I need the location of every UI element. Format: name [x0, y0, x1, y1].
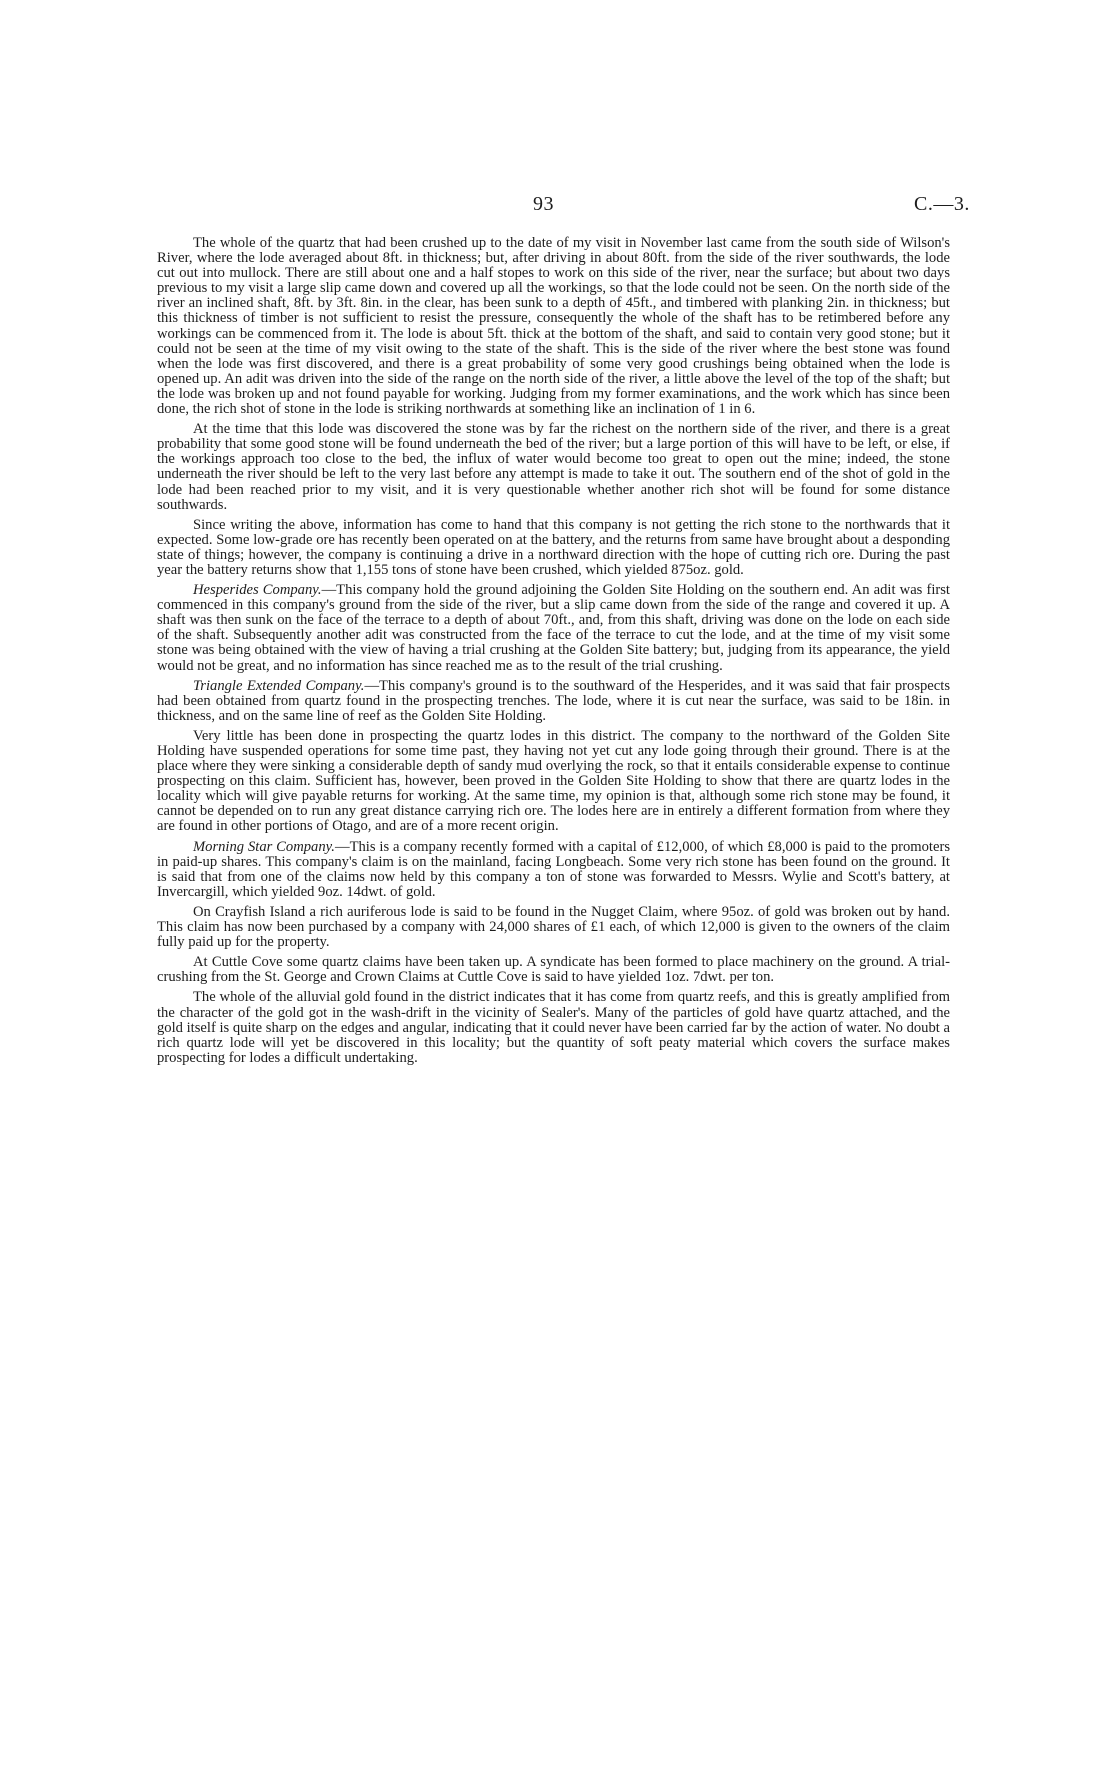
- paragraph-text: Since writing the above, information has come to hand that this company is not getting the rich stone to the northwards that it expected. Some low-grade ore has recently been operated on at the battery, and the returns from same have brought about a desponding state of things; however, the company is continuing a drive in a northward direction with the hope of cutting rich ore. During the past year the battery returns show that 1,155 tons of stone have been crushed, which yielded 875oz. gold.: [157, 516, 950, 578]
- paragraph: [157, 955, 950, 985]
- company-heading: Triangle Extended Company.: [193, 677, 365, 694]
- paragraph: [157, 518, 950, 578]
- paragraph: [157, 905, 950, 950]
- paragraph: [157, 990, 950, 1065]
- company-heading: Hesperides Company.: [193, 582, 322, 599]
- paragraph: [157, 729, 950, 835]
- paragraph-text: —This company hold the ground adjoining the Golden Site Holding on the southern end. An adit was first commenced in this company's ground from the side of the river, but a slip came down from the side of the range and covered it up. A shaft was then sunk on the face of the terrace to a depth of about 70ft., and, from this shaft, driving was done on the lode on each side of the shaft. Subsequently another adit was constructed from the face of the terrace to cut the lode, and at the time of my visit some stone was being obtained with the view of having a trial crushing at the Golden Site battery; but, judging from its appearance, the yield would not be great, and no information has since reached me as to the result of the trial crushing.: [157, 582, 950, 674]
- paragraph-text: —This is a company recently formed with a capital of £12,000, of which £8,000 is paid to the promoters in paid-up shares. This company's claim is on the mainland, facing Longbeach. Some very rich stone has been found on the ground. It is said that from one of the claims now held by this company a ton of stone was forwarded to Messrs. Wylie and Scott's battery, at Invercargill, which yielded 9oz. 14dwt. of gold.: [157, 838, 951, 900]
- paragraph-text: The whole of the quartz that had been crushed up to the date of my visit in November last came from the south side of Wilson's River, where the lode averaged about 8ft. in thickness; but, after driving in about 80ft. from the side of the river southwards, the lode cut out into mullock. There are still about one and a half stopes to work on this side of the river, near the surface; but about two days previous to my visit a large slip came down and covered up all the workings, so that the lode could not be seen. On the north side of the river an inclined shaft, 8ft. by 3ft. 8in. in the clear, has been sunk to a depth of 45ft., and timbered with planking 2in. in thickness; but this thickness of timber is not sufficient to resist the pressure, consequently the whole of the shaft has to be retimbered before any workings can be commenced from it. The lode is about 5ft. thick at the bottom of the shaft, and said to contain very good stone; but it could not be seen at the time of my visit owing to the state of the shaft. This is the side of the river where the best stone was found when the lode was first discovered, and there is a great probability of some very good crushings being obtained when the lode is opened up. An adit was driven into the side of the range on the north side of the river, a little above the level of the top of the shaft; but the lode was broken up and not found payable for working. Judging from my former examinations, and the work which has since been done, the rich shot of stone in the lode is striking northwards at something like an inclination of 1 in 6.: [157, 235, 950, 418]
- paragraph: [157, 422, 950, 513]
- paragraph: [157, 236, 950, 417]
- paragraph-text: The whole of the alluvial gold found in the district indicates that it has come from quartz reefs, and this is greatly amplified from the character of the gold got in the wash-drift in the vicinity of Sealer's. Many of the particles of gold have quartz attached, and the gold itself is quite sharp on the edges and angular, indicating that it could never have been carried far by the action of water. No doubt a rich quartz lode will yet be discovered in this locality; but the quantity of soft peaty material which covers the surface makes prospecting for lodes a difficult undertaking.: [157, 989, 950, 1066]
- paragraph: [157, 583, 950, 674]
- paragraph-text: Very little has been done in prospecting the quartz lodes in this district. The company to the northward of the Golden Site Holding have suspended operations for some time past, they having not yet cut any lode going through their ground. There is at the place where they were sinking a considerable depth of sandy mud overlying the rock, so that it entails considerable expense to continue prospecting on this claim. Sufficient has, however, been proved in the Golden Site Holding to show that there are quartz lodes in the locality which will give payable returns for working. At the same time, my opinion is that, although some rich stone may be found, it cannot be depended on to run any great distance carrying rich ore. The lodes here are in entirely a different formation from where they are found in other portions of Otago, and are of a more recent origin.: [157, 727, 950, 835]
- page-header: [0, 189, 1114, 219]
- paragraph: [157, 679, 950, 724]
- paragraph-text: On Crayfish Island a rich auriferous lode is said to be found in the Nugget Claim, where 95oz. of gold was broken out by hand. This claim has now been purchased by a company with 24,000 shares of £1 each, of which 12,000 is given to the owners of the claim fully paid up for the property.: [157, 903, 950, 951]
- paragraph-text: —This company's ground is to the southward of the Hesperides, and it was said that fair prospects had been obtained from quartz found in the prospecting trenches. The lode, where it is cut near the surface, was said to be 18in. in thickness, and on the same line of reef as the Golden Site Holding.: [157, 677, 951, 724]
- page-number: 93: [533, 193, 554, 215]
- document-reference: C.—3.: [914, 193, 970, 215]
- paragraph-text: At Cuttle Cove some quartz claims have been taken up. A syndicate has been formed to place machinery on the ground. A trial-crushing from the St. George and Crown Claims at Cuttle Cove is said to have yielded 1oz. 7dwt. per ton.: [157, 954, 950, 986]
- paragraph-text: At the time that this lode was discovered the stone was by far the richest on the northern side of the river, and there is a great probability that some good stone will be found underneath the bed of the river; but a large portion of this will have to be left, or else, if the workings approach too close to the bed, the influx of water would become too great to open out the mine; indeed, the stone underneath the river should be left to the very last before any attempt is made to take it out. The southern end of the shot of gold in the lode had been reached prior to my visit, and it is very questionable whether another rich shot will be found for some distance southwards.: [157, 421, 950, 513]
- company-heading: Morning Star Company.: [193, 838, 335, 855]
- report-body: [157, 236, 950, 1071]
- paragraph: [157, 840, 950, 900]
